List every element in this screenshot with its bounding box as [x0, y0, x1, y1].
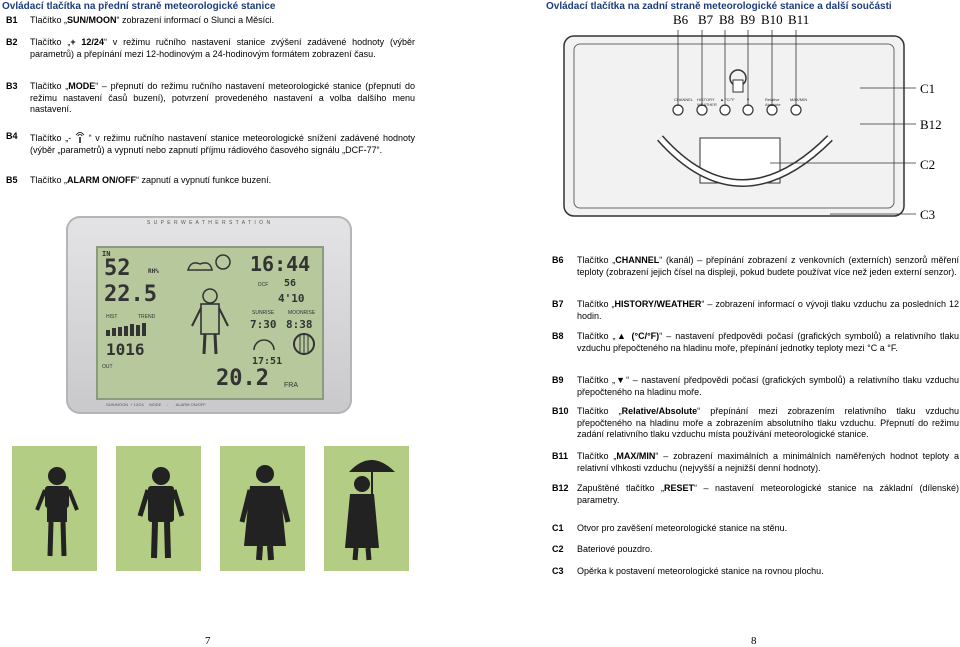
bottom-button-labels: SUN/MOON + 12/24 MODE - ALARM ON/OFF [106, 402, 206, 407]
item-id: B1 [6, 15, 18, 25]
sunrise-label: SUNRISE [252, 310, 275, 316]
label-b7: B7 [698, 12, 714, 27]
callout-b12: B12 [920, 117, 942, 132]
history-bar-chart [106, 322, 161, 336]
sunset-time: 17:51 [252, 356, 283, 367]
brand-label: S U P E R W E A T H E R S T A T I O N [146, 220, 272, 226]
person-light-clothes-icon [12, 446, 97, 571]
person-umbrella-icon [324, 446, 409, 571]
person-jacket-icon [116, 446, 201, 571]
figure-rainy [324, 446, 409, 571]
back-label-relative: Relative Absolute [765, 97, 781, 107]
back-label-celsius: ▲ °C/°F [720, 97, 735, 102]
item-id: B10 [552, 406, 569, 416]
outdoor-temp: 20.2 [216, 366, 269, 391]
figure-sunny [12, 446, 97, 571]
item-text: Tlačítko „ALARM ON/OFF“ zapnutí a vypnutí funkce buzení. [30, 175, 272, 185]
item-id: C2 [552, 544, 564, 554]
fra-label: FRA [284, 382, 298, 389]
item-id: B9 [552, 375, 564, 385]
item-id: B8 [552, 331, 564, 341]
item-id: B12 [552, 483, 569, 493]
figure-cloudy [220, 446, 305, 571]
sunrise-time: 7:30 [250, 318, 277, 331]
left-heading: Ovládací tlačítka na přední straně meteorologické stanice [2, 1, 276, 12]
lcd-display [96, 246, 324, 400]
label-b8: B8 [719, 12, 735, 27]
item-text: Tlačítko „SUN/MOON“ zobrazení informací o Slunci a Měsíci. [30, 15, 275, 25]
item-text: Zapuštěné tlačítko „RESET“ – nastavení meteorologické stanice na základní (dílenské) parametry. [577, 483, 959, 505]
item-text: Bateriové pouzdro. [577, 544, 653, 554]
moonrise-label: MOONRISE [288, 310, 316, 316]
item-text: Tlačítko „+ 12/24“ v režimu ručního nastavení stanice zvýšení zadávené hodnoty (výběr parametrů) a přepínání mezi 12-hodinovým a 24-hodinovým formátem zobrazení času. [30, 37, 415, 59]
sun-moon-icon [250, 332, 320, 358]
page-number-left: 7 [205, 635, 211, 647]
item-id: B3 [6, 81, 18, 91]
label-b11: B11 [788, 12, 810, 27]
indoor-temp: 22.5 [104, 282, 157, 307]
label-b10: B10 [761, 12, 783, 27]
dcf-label: DCF [258, 282, 269, 288]
antenna-icon [75, 131, 85, 143]
back-label-maxmin: MAX/MIN [790, 97, 808, 102]
back-label-history: HISTORY WEATHER [697, 97, 717, 107]
back-label-channel: CHANNEL [674, 97, 694, 102]
callout-c3: C3 [920, 207, 936, 222]
person-coat-icon [220, 446, 305, 571]
item-id: B2 [6, 37, 18, 47]
item-text: Tlačítko „▲ (°C/°F)“ – nastavení předpovědi počasí (grafických symbolů) a relativního tlaku vzduchu přepočteného na hladinu moře, přepínání jednotky teploty mezi °C a °F. [577, 331, 959, 353]
item-text: Tlačítko „Relative/Absolute“ přepínání mezi zobrazením relativního tlaku vzduchu přepočteného na hladinu moře a zobrazením absolutního tlaku vzduchu. Přepnutí do režimu zadání relativního tlaku vzduchu místa používání meteorologické stanice. [577, 406, 959, 439]
weather-station-back [560, 28, 920, 228]
clock-time: 16:44 [250, 252, 311, 276]
item-text: Tlačítko „CHANNEL“ (kanál) – přepínání zobrazení z venkovních (externích) senzorů měření teploty (zobrazení jejich čísel na displeji, pokud budete používat více než jeden externí senzor). [577, 255, 959, 277]
item-id: B4 [6, 131, 18, 141]
item-id: B5 [6, 175, 18, 185]
trend-label: TREND [138, 314, 156, 320]
label-b9: B9 [740, 12, 756, 27]
hist-label: HIST [106, 314, 118, 320]
item-text: Tlačítko „MODE“ – přepnutí do režimu ručního nastavení meteorologické stanice (přepnutí do režimu nastavení časů buzení), potvrzení provedeného nastavení a volba dalšího menu nastavení. [30, 81, 415, 114]
item-id: C1 [552, 523, 564, 533]
outdoor-label: OUT [102, 364, 113, 370]
item-id: B6 [552, 255, 564, 265]
humidity-value: 52 [104, 256, 131, 281]
back-label-down: ▼ [746, 97, 750, 102]
rh-label: RH% [148, 268, 159, 275]
item-id: C3 [552, 566, 564, 576]
weather-station-front [66, 216, 352, 414]
item-text: Tlačítko „- “ v režimu ručního nastavení stanice meteorologické snížení zadávené hodnoty (výběr „parametrů) a vypnutí nebo zapnutí příjmu rádiového časového signálu „DCF-77“. [30, 133, 415, 155]
pressure-value: 1016 [106, 340, 145, 359]
item-text: Otvor pro zavěšení meteorologické stanice na stěnu. [577, 523, 788, 533]
page-number-right: 8 [751, 635, 757, 647]
item-id: B11 [552, 451, 569, 461]
callout-c1: C1 [920, 81, 936, 96]
clock-seconds: 56 [284, 278, 297, 289]
moonrise-time: 8:38 [286, 318, 313, 331]
in-label: IN [102, 250, 111, 258]
right-heading: Ovládací tlačítka na zadní straně meteorologické stanice a další součásti [546, 1, 892, 12]
callout-c2: C2 [920, 157, 936, 172]
figure-partly-cloudy [116, 446, 201, 571]
item-text: Opěrka k postavení meteorologické stanice na rovnou plochu. [577, 566, 824, 576]
item-text: Tlačítko „▼“ – nastavení předpovědi počasí (grafických symbolů) a relativního tlaku vzduchu přepočteného na hladinu moře. [577, 375, 959, 397]
item-text: Tlačítko „HISTORY/WEATHER“ – zobrazení informací o vývoji tlaku vzduchu za posledních 12 hodin. [577, 299, 959, 321]
label-b6: B6 [673, 12, 689, 27]
date-value: 4'10 [278, 292, 305, 305]
item-text: Tlačítko „MAX/MIN“ – zobrazení maximálních a minimálních naměřených hodnot teploty a relativní vlhkosti vzduchu (nejvyšší a nejnižší denní hodnoty). [577, 451, 959, 473]
item-id: B7 [552, 299, 564, 309]
